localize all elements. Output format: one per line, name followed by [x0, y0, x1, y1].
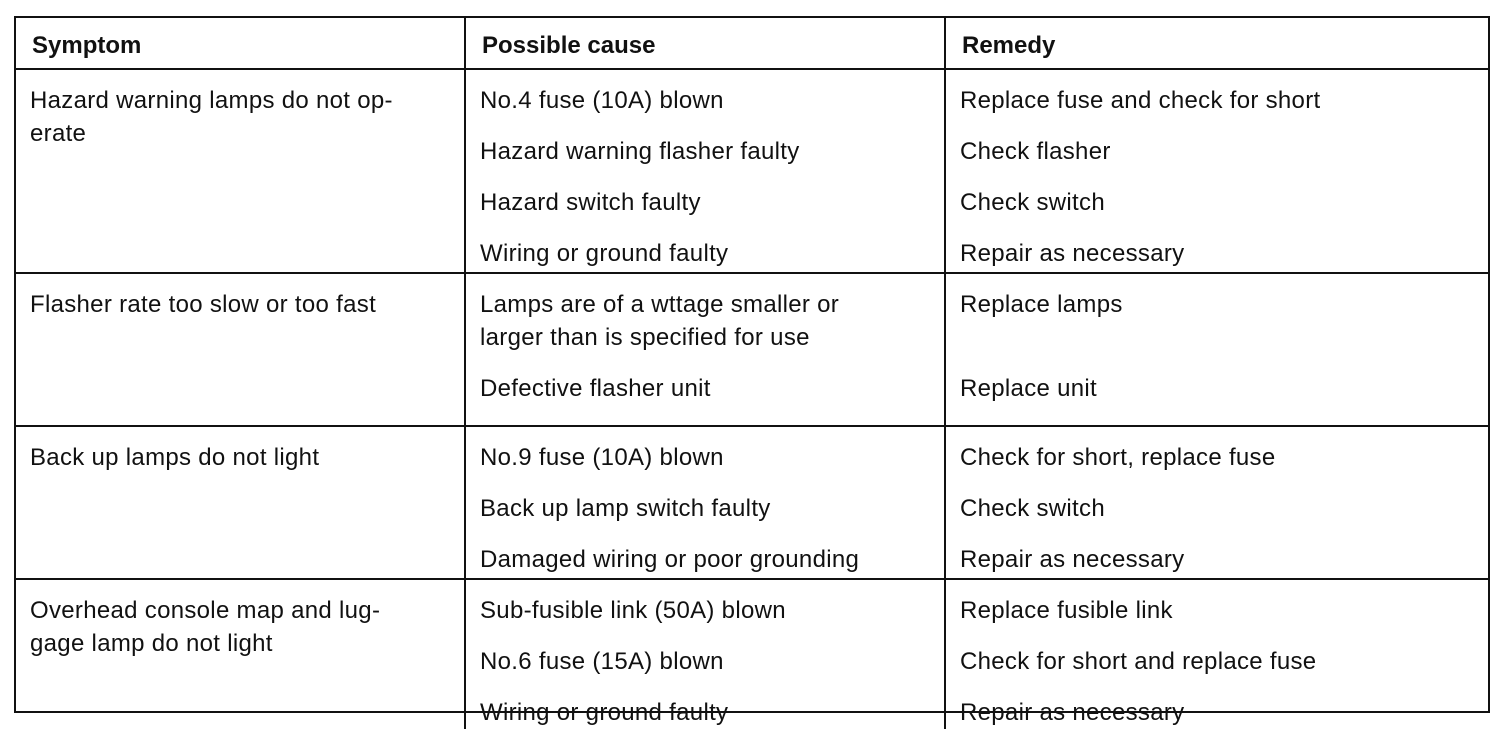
remedy-cell	[946, 580, 1488, 729]
cause-cell	[466, 427, 946, 580]
cause-item: No.9 fuse (10A) blown	[480, 444, 724, 471]
cause-cell	[466, 580, 946, 729]
symptom-cell: Hazard warning lamps do not op- erate	[16, 70, 466, 274]
remedy-cell	[946, 274, 1488, 427]
cause-item: Back up lamp switch faulty	[480, 495, 771, 522]
remedy-item: Check switch	[960, 495, 1105, 522]
cause-item: Hazard switch faulty	[480, 189, 701, 216]
remedy-item: Repair as necessary	[960, 546, 1185, 573]
remedy-item: Replace lamps	[960, 291, 1123, 318]
remedy-item: Repair as necessary	[960, 240, 1185, 267]
remedy-item: Replace fuse and check for short	[960, 87, 1321, 114]
troubleshooting-table	[14, 16, 1490, 726]
header-symptom: Symptom	[16, 18, 466, 70]
remedy-cell	[946, 427, 1488, 580]
remedy-item: Replace unit	[960, 375, 1098, 402]
cause-item: Lamps are of a wttage smaller or larger than is specified for use	[480, 291, 840, 351]
cause-item: Sub-fusible link (50A) blown	[480, 597, 786, 624]
cause-item: Wiring or ground faulty	[480, 240, 729, 267]
symptom-cell: Back up lamps do not light	[16, 427, 466, 580]
cause-item: Hazard warning flasher faulty	[480, 138, 800, 165]
symptom-cell: Flasher rate too slow or too fast	[16, 274, 466, 427]
remedy-item: Repair as necessary	[960, 699, 1185, 726]
remedy-item: Check switch	[960, 189, 1105, 216]
header-remedy: Remedy	[946, 18, 1488, 70]
cause-item: Wiring or ground faulty	[480, 699, 729, 726]
header-possible-cause: Possible cause	[466, 18, 946, 70]
cause-item: No.6 fuse (15A) blown	[480, 648, 724, 675]
cause-item: Defective flasher unit	[480, 375, 711, 402]
symptom-cell: Overhead console map and lug- gage lamp do not light	[16, 580, 466, 729]
cause-cell	[466, 70, 946, 274]
cause-item: Damaged wiring or poor grounding	[480, 546, 860, 573]
remedy-item: Check for short, replace fuse	[960, 444, 1276, 471]
cause-cell	[466, 274, 946, 427]
remedy-cell	[946, 70, 1488, 274]
cause-item: No.4 fuse (10A) blown	[480, 87, 724, 114]
remedy-item: Check flasher	[960, 138, 1111, 165]
remedy-item: Replace fusible link	[960, 597, 1173, 624]
remedy-item: Check for short and replace fuse	[960, 648, 1317, 675]
